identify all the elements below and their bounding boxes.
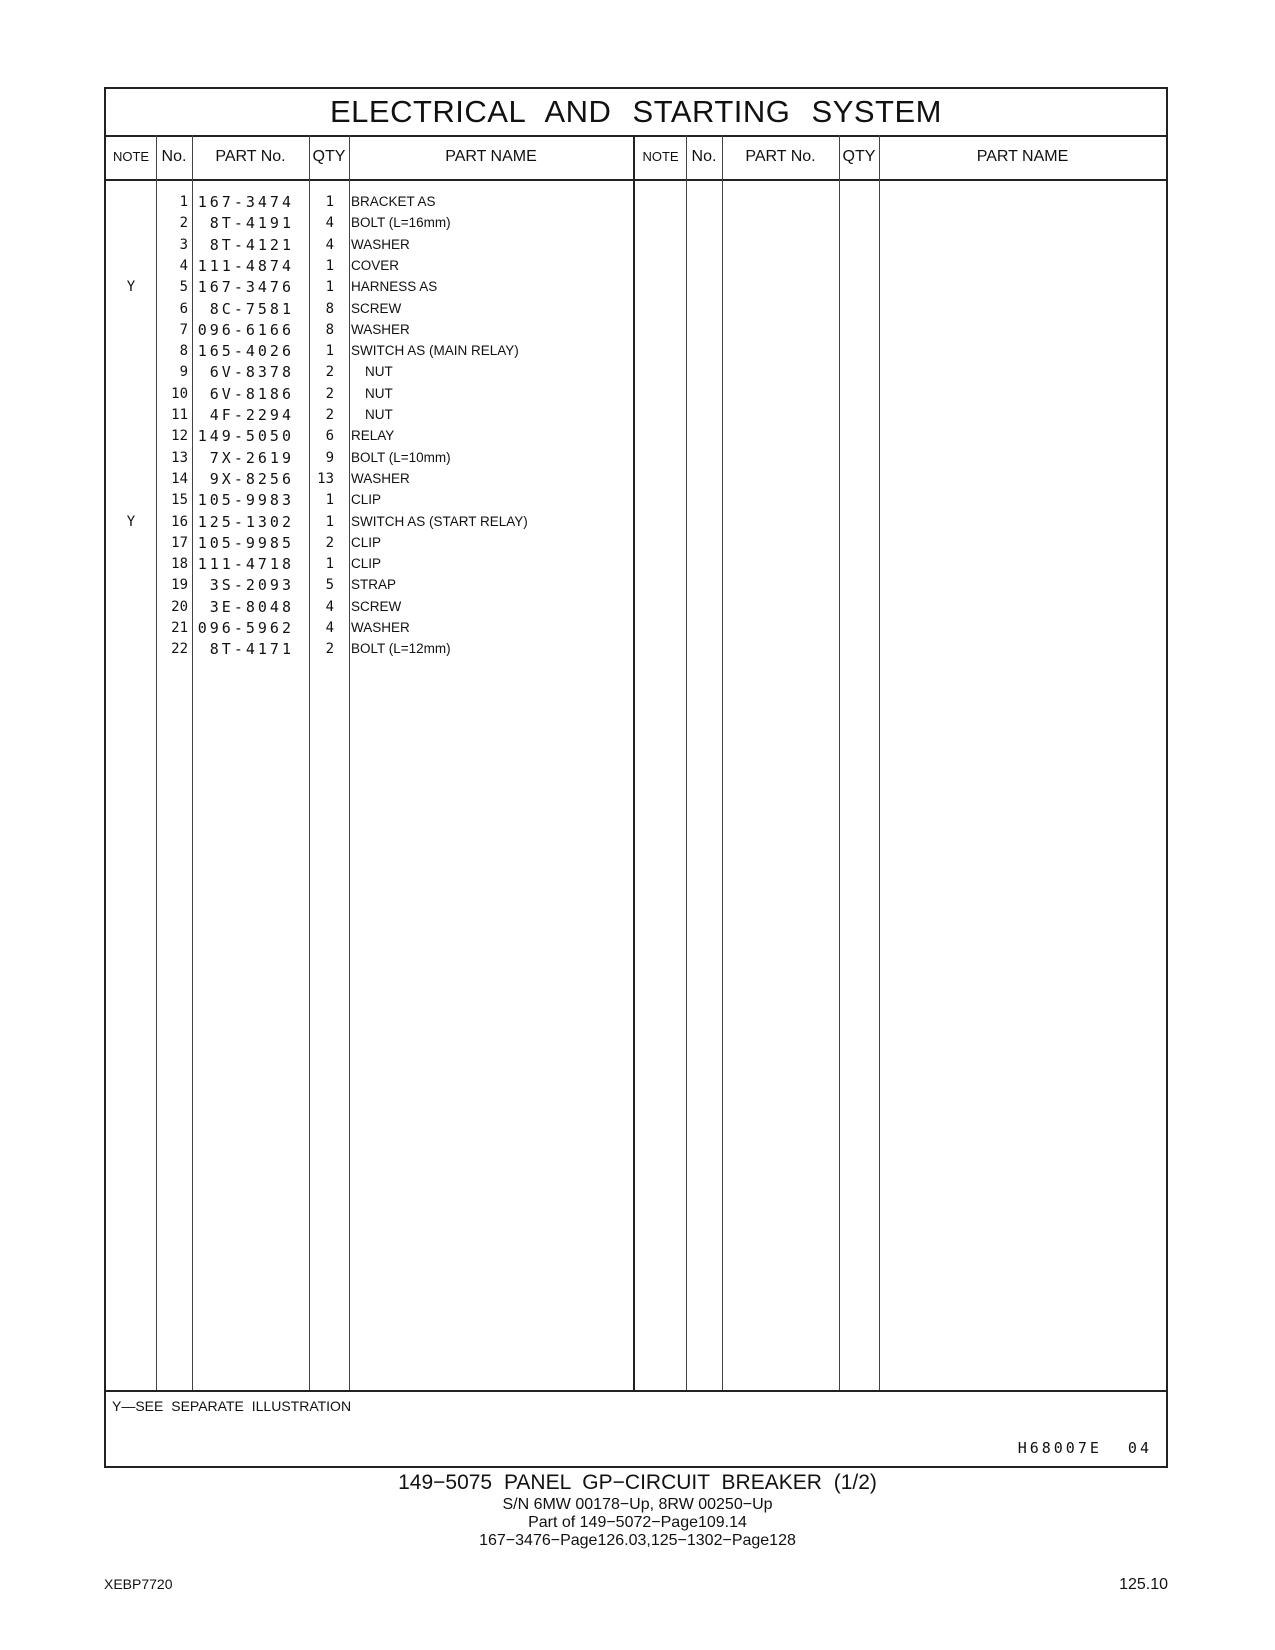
row-part-number: 111-4718 [197,555,294,574]
row-quantity: 1 [325,556,334,573]
row-part-number: 3S-2093 [209,576,294,595]
row-quantity: 2 [325,385,334,402]
table-row [106,638,1166,660]
row-part-name: WASHER [351,236,410,252]
row-part-number: 096-5962 [197,619,294,637]
header-part-name-right: PART NAME [976,148,1069,165]
table-row [106,425,1166,447]
row-item-number: 17 [171,534,188,551]
row-quantity: 2 [325,407,334,423]
row-part-name: STRAP [351,577,397,593]
table-row [106,319,1166,341]
row-quantity: 2 [325,641,334,658]
header-note: NOTE [112,149,150,164]
table-title: ELECTRICAL AND STARTING SYSTEM [106,89,1166,137]
row-part-name: SWITCH AS (START RELAY) [351,513,528,529]
table-header [106,135,1166,181]
row-part-number: 096-6166 [197,320,294,339]
row-note: Y [126,513,136,530]
row-quantity: 1 [325,492,334,509]
row-part-name: BRACKET AS [351,194,436,209]
table-row [106,447,1166,469]
row-item-number: 5 [179,279,188,296]
header-qty: QTY [312,148,346,165]
row-part-number: 6V-8378 [209,363,294,382]
row-part-name: CLIP [351,534,382,550]
row-quantity: 8 [325,300,334,317]
row-item-number: 21 [171,620,188,636]
row-quantity: 4 [325,236,334,253]
row-part-name: RELAY [351,428,395,444]
table-row [106,298,1166,320]
row-item-number: 11 [171,407,188,423]
row-part-number: 167-3476 [197,278,294,297]
row-part-name: WASHER [351,620,410,635]
header-no-right: No. [691,148,717,165]
row-quantity: 6 [325,428,334,445]
table-row [106,617,1166,639]
row-part-name: NUT [365,407,393,422]
document-id: XEBP7720 [104,1576,173,1592]
table-row [106,574,1166,596]
table-row [106,489,1166,511]
row-quantity: 1 [325,343,334,360]
row-part-name: SCREW [351,300,402,316]
row-part-number: 125-1302 [197,512,294,531]
row-part-name: WASHER [351,470,410,486]
row-item-number: 13 [171,449,188,466]
footnote-divider [106,1390,1166,1392]
row-quantity: 2 [325,534,334,551]
header-part-name: PART NAME [445,148,537,165]
header-no: No. [161,148,187,165]
row-quantity: 9 [325,449,334,466]
table-row [106,468,1166,490]
row-part-number: 3E-8048 [209,597,294,616]
row-quantity: 13 [317,470,334,487]
table-row [106,340,1166,362]
row-part-name: CLIP [351,556,382,572]
row-item-number: 10 [171,385,188,402]
row-part-number: 105-9985 [197,533,294,552]
row-part-number: 165-4026 [197,342,294,361]
row-item-number: 16 [171,513,188,530]
row-item-number: 2 [179,215,188,232]
header-part-no-right: PART No. [745,148,816,165]
row-part-number: 105-9983 [197,491,294,510]
caption-serial: S/N 6MW 00178−Up, 8RW 00250−Up [502,1496,773,1513]
row-note: Y [126,279,136,296]
row-part-number: 149-5050 [197,427,294,446]
row-part-number: 8T-4121 [209,235,294,254]
row-quantity: 1 [325,513,334,530]
row-quantity: 4 [325,598,334,615]
table-row [106,511,1166,533]
row-quantity: 2 [325,364,334,381]
table-row [106,553,1166,575]
table-row [106,234,1166,256]
row-quantity: 4 [325,620,334,636]
row-item-number: 9 [179,364,188,381]
row-quantity: 1 [325,279,334,296]
row-part-number: 4F-2294 [209,406,294,424]
row-item-number: 4 [179,257,188,274]
table-row [106,361,1166,383]
row-item-number: 14 [171,470,188,487]
row-item-number: 15 [171,492,188,509]
footnote: Y—SEE SEPARATE ILLUSTRATION [112,1398,352,1414]
caption-references: 167−3476−Page126.03,125−1302−Page128 [479,1532,796,1549]
row-part-name: BOLT (L=10mm) [351,449,451,465]
row-part-number: 8T-4171 [209,640,294,659]
row-part-name: HARNESS AS [351,279,438,295]
table-row [106,191,1166,213]
header-note-right: NOTE [642,149,679,164]
row-part-number: 8C-7581 [209,299,294,318]
row-item-number: 22 [171,641,188,658]
caption-part-of: Part of 149−5072−Page109.14 [528,1514,747,1531]
row-part-name: COVER [351,257,400,273]
row-item-number: 1 [179,194,188,210]
reference-code: H68007E 04 [1017,1439,1152,1457]
row-quantity: 1 [325,194,334,210]
row-quantity: 5 [325,577,334,594]
row-part-name: SWITCH AS (MAIN RELAY) [351,343,519,359]
row-quantity: 8 [325,321,334,338]
row-item-number: 7 [179,321,188,338]
page-number: 125.10 [1119,1576,1168,1593]
row-part-number: 6V-8186 [209,384,294,403]
row-item-number: 6 [179,300,188,317]
row-item-number: 19 [171,577,188,594]
row-part-name: WASHER [351,321,410,337]
row-item-number: 3 [179,236,188,253]
row-item-number: 12 [171,428,188,445]
table-row [106,596,1166,618]
table-row [106,255,1166,277]
row-quantity: 1 [325,257,334,274]
table-row [106,404,1166,426]
row-part-name: CLIP [351,492,382,508]
table-row [106,383,1166,405]
row-part-name: BOLT (L=12mm) [351,641,451,657]
table-row [106,532,1166,554]
row-item-number: 18 [171,556,188,573]
table-row [106,212,1166,234]
caption-title: 149−5075 PANEL GP−CIRCUIT BREAKER (1/2) [398,1471,877,1494]
row-part-number: 9X-8256 [209,469,294,488]
table-row [106,276,1166,298]
row-quantity: 4 [325,215,334,232]
parts-table [104,87,1168,1468]
header-qty-right: QTY [842,148,876,165]
row-part-number: 8T-4191 [209,214,294,233]
row-item-number: 8 [179,343,188,360]
row-part-name: SCREW [351,598,402,614]
row-part-number: 167-3474 [197,193,294,211]
row-part-number: 7X-2619 [209,448,294,467]
header-part-no: PART No. [215,148,286,165]
row-item-number: 20 [171,598,188,615]
row-part-name: NUT [365,385,393,401]
row-part-name: BOLT (L=16mm) [351,215,451,231]
row-part-number: 111-4874 [197,256,294,275]
row-part-name: NUT [365,364,393,380]
